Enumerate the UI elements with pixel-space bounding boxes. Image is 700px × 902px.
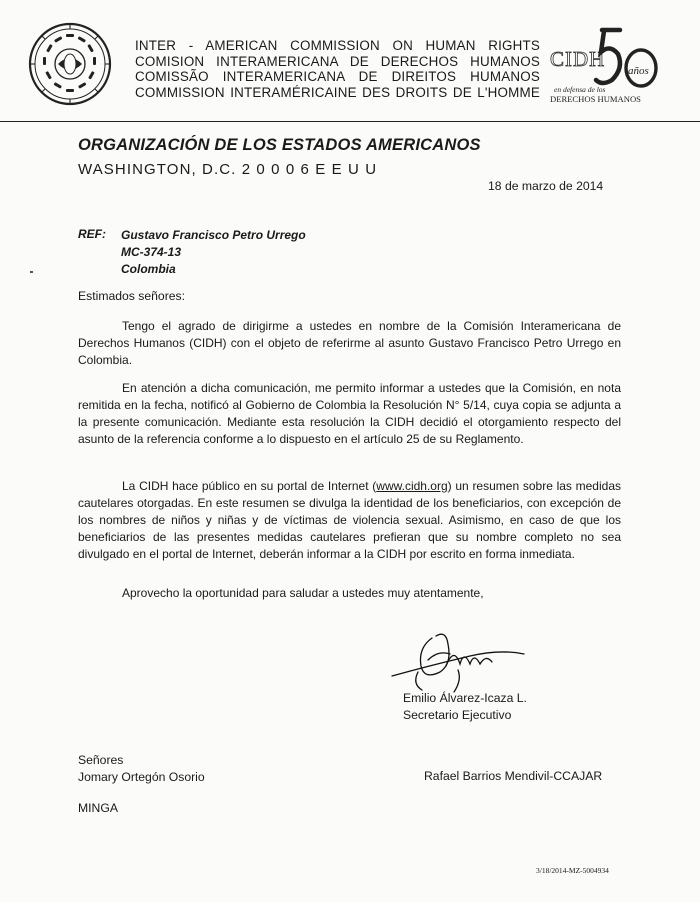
recipient-organization: MINGA — [78, 801, 118, 815]
paragraph-3-start: La CIDH hace público en su portal de Internet ( — [122, 479, 377, 493]
letterhead-line-fr: COMMISSION INTERAMÉRICAINE DES DROITS DE L'HOMME — [135, 84, 540, 100]
ref-name: Gustavo Francisco Petro Urrego — [121, 228, 306, 242]
closing-sentence: Aprovecho la oportunidad para saludar a ustedes muy atentamente, — [122, 586, 484, 600]
cidh-50-anos-logo — [548, 24, 660, 108]
logo-years-text: años — [628, 65, 649, 77]
logo-cidh-text: CIDH — [550, 47, 606, 71]
ref-code: MC-374-13 — [121, 245, 182, 259]
handwritten-signature — [388, 620, 528, 698]
document-number: 3/18/2014-MZ-5004934 — [536, 866, 609, 875]
header-divider — [0, 121, 700, 122]
logo-tagline-text: en defensa de los — [554, 85, 606, 94]
recipients-salutation: Señores — [78, 753, 124, 767]
letterhead-line-pt: COMISSÃO INTERAMERICANA DE DIREITOS HUMANOS — [135, 69, 540, 84]
recipients-block — [78, 752, 205, 786]
signer-block — [403, 690, 527, 724]
letterhead-line-es: COMISION INTERAMERICANA DE DERECHOS HUMANOS — [135, 53, 540, 69]
cidh-website-link[interactable]: www.cidh.org — [376, 479, 448, 493]
paragraph-1: Tengo el agrado de dirigirme a ustedes en nombre de la Comisión Interamericana de Derechos Humanos (CIDH) con el objeto de referirme al asunto Gustavo Francisco Petro Urrego en Colombia. — [78, 319, 621, 367]
letterhead-commission-names — [135, 38, 540, 100]
ref-label: REF: — [78, 227, 106, 241]
signer-name: Emilio Álvarez-Icaza L. — [403, 691, 527, 705]
paragraph-3-end: ) un resumen sobre las medidas cautelares otorgadas. En este resumen se divulga la identidad de los beneficiarios, con excepción de los nombres de niños y niñas y de víctimas de violencia sexual. Asimismo, en caso de que los beneficiarios de las presentes medidas cautelares prefieran que su nombre completo no sea divulgado en el portal de Internet, deberán informar a la CIDH por escrito en forma inmediata. — [78, 479, 621, 561]
paragraph-2: En atención a dicha comunicación, me permito informar a ustedes que la Comisión, en nota remitida en la fecha, notificó al Gobierno de Colombia la Resolución N° 5/14, cuya copia se adjunta a la presente comunicación. Mediante esta resolución la CIDH decidió el otorgamiento respecto del asunto de la referencia conforme a lo dispuesto en el artículo 25 de su Reglamento. — [78, 381, 621, 446]
margin-mark — [30, 271, 33, 273]
organization-address: WASHINGTON, D.C. 2 0 0 0 6 E E U U — [78, 161, 378, 178]
letter-date: 18 de marzo de 2014 — [488, 179, 604, 193]
paragraph-3 — [78, 478, 621, 563]
oas-seal-logo — [28, 22, 112, 106]
letterhead-line-en: INTER - AMERICAN COMMISSION ON HUMAN RIGHTS — [135, 38, 540, 53]
organization-name: ORGANIZACIÓN DE LOS ESTADOS AMERICANOS — [78, 136, 481, 154]
signer-title: Secretario Ejecutivo — [403, 708, 512, 722]
greeting: Estimados señores: — [78, 289, 186, 303]
recipient-left: Jomary Ortegón Osorio — [78, 770, 205, 784]
ref-block — [121, 227, 306, 278]
ref-country: Colombia — [121, 262, 176, 276]
logo-bottom-text: DERECHOS HUMANOS — [550, 94, 641, 104]
recipient-right: Rafael Barrios Mendivil-CCAJAR — [424, 769, 603, 783]
